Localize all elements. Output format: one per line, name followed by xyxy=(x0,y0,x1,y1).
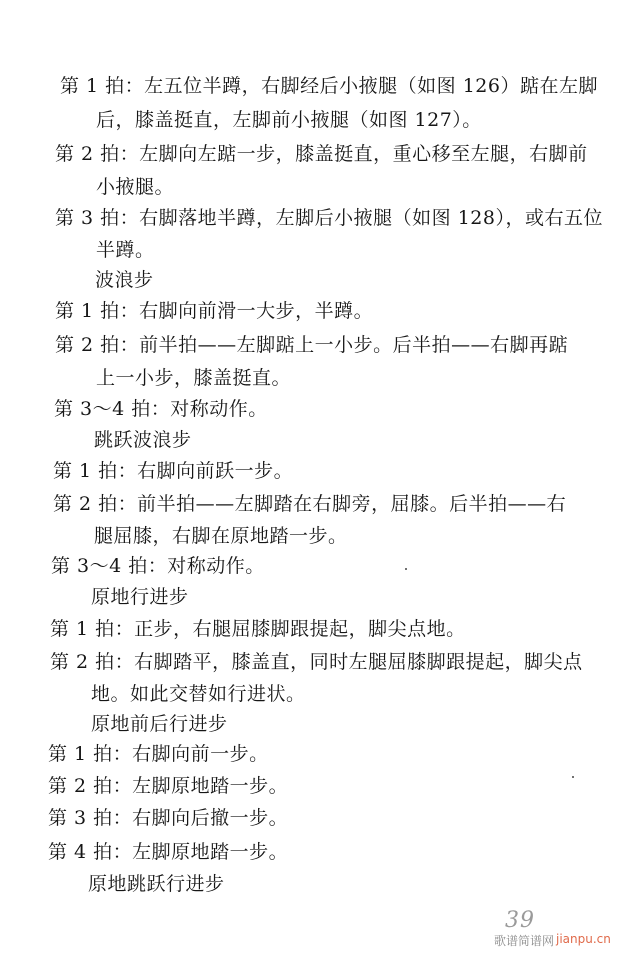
text-line: 第 2 拍：前半拍——左脚踮上一小步。后半拍——右脚再踮 xyxy=(55,334,569,356)
text-line: 第 2 拍：左脚向左踮一步，膝盖挺直，重心移至左腿，右脚前 xyxy=(55,143,588,165)
text-line: 第 3～4 拍：对称动作。 xyxy=(51,555,265,577)
text-line: 第 4 拍：左脚原地踏一步。 xyxy=(48,841,289,863)
speck xyxy=(572,776,574,778)
text-line: 半蹲。 xyxy=(96,239,155,261)
watermark-site-url: jianpu.cn xyxy=(556,932,611,946)
text-line: 地。如此交替如行进状。 xyxy=(91,683,306,705)
text-line: 第 1 拍：右脚向前一步。 xyxy=(48,743,269,765)
text-line: 第 1 拍：正步，右腿屈膝脚跟提起，脚尖点地。 xyxy=(50,618,466,640)
text-line: 第 1 拍：右脚向前滑一大步，半蹲。 xyxy=(55,300,374,322)
text-line: 第 3～4 拍：对称动作。 xyxy=(54,398,268,420)
text-line: 第 1 拍：左五位半蹲，右脚经后小掖腿（如图 126）踮在左脚 xyxy=(60,75,598,97)
section-heading: 原地前后行进步 xyxy=(91,713,228,735)
text-line: 第 2 拍：左脚原地踏一步。 xyxy=(48,775,289,797)
page-number: 39 xyxy=(505,908,535,933)
text-line: 第 3 拍：右脚向后撤一步。 xyxy=(48,807,289,829)
text-line: 上一小步，膝盖挺直。 xyxy=(96,367,292,389)
section-heading: 波浪步 xyxy=(95,269,154,291)
speck xyxy=(405,568,407,570)
text-line: 小掖腿。 xyxy=(96,176,175,198)
section-heading: 原地行进步 xyxy=(91,586,189,608)
text-line: 第 2 拍：前半拍——左脚踏在右脚旁，屈膝。后半拍——右 xyxy=(53,493,567,515)
text-line: 后，膝盖挺直，左脚前小掖腿（如图 127）。 xyxy=(96,109,482,131)
text-line: 第 2 拍：右脚踏平，膝盖直，同时左腿屈膝脚跟提起，脚尖点 xyxy=(50,651,583,673)
section-heading: 原地跳跃行进步 xyxy=(88,873,225,895)
section-heading: 跳跃波浪步 xyxy=(94,429,192,451)
text-line: 第 1 拍：右脚向前跃一步。 xyxy=(53,460,294,482)
text-line: 第 3 拍：右脚落地半蹲，左脚后小掖腿（如图 128），或右五位 xyxy=(55,207,603,229)
watermark-site-name: 歌谱简谱网 xyxy=(494,934,555,948)
text-line: 腿屈膝，右脚在原地踏一步。 xyxy=(94,525,348,547)
